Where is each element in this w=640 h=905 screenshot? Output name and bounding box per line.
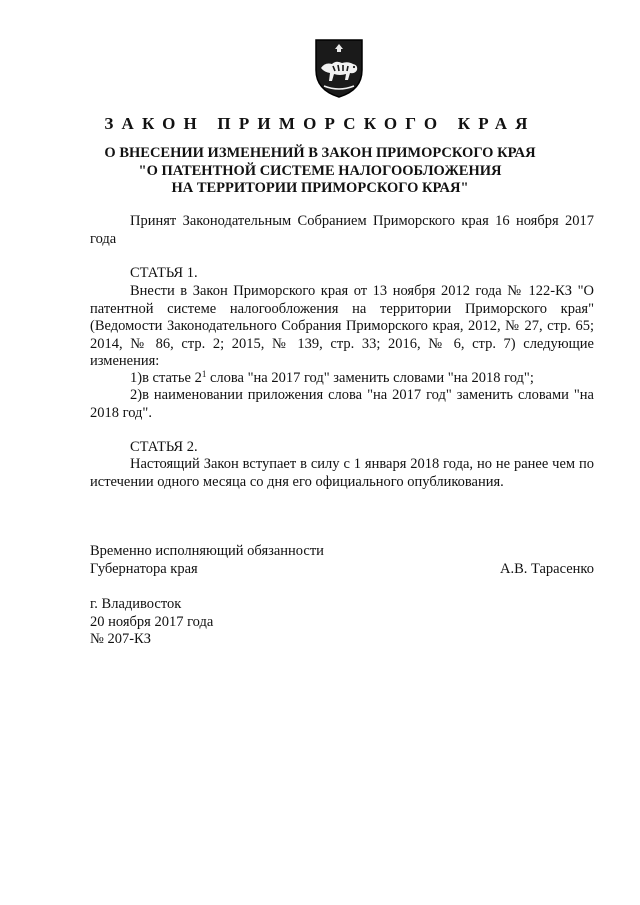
article-1-intro: Внести в Закон Приморского края от 13 ноября 2012 года № 122-КЗ "О патентной системе налогообложения на территории Приморского края" (Ведомости Законодательного Собрания Приморского края, 2012, № 27, стр. 65; 2014, № 86, стр. 2; 2015, № 139, стр. 33; 2016, № 6, стр. 7) следующие изменения: <box>90 283 594 369</box>
item-1-prefix: 1)в статье 2 <box>130 370 202 386</box>
law-title-line: НА ТЕРРИТОРИИ ПРИМОРСКОГО КРАЯ" <box>171 180 469 196</box>
adoption-statement: Принят Законодательным Собранием Приморского края 16 ноября 2017 года <box>90 213 594 247</box>
law-metadata <box>90 596 213 649</box>
law-number: № 207-КЗ <box>90 631 151 647</box>
item-1-suffix: слова "на 2017 год" заменить словами "на 2018 год"; <box>206 370 534 386</box>
primorsky-krai-coat-of-arms-icon <box>312 36 366 100</box>
article-2-label: СТАТЬЯ 2. <box>130 439 198 455</box>
signatory-position-line-2: Губернатора края <box>90 560 198 577</box>
signatory-name: А.В. Тарасенко <box>499 560 594 577</box>
law-title-line: О ВНЕСЕНИИ ИЗМЕНЕНИЙ В ЗАКОН ПРИМОРСКОГО КРАЯ <box>104 145 536 161</box>
article-1-label: СТАТЬЯ 1. <box>130 265 198 281</box>
item-1-superscript: 1 <box>201 369 207 379</box>
article-1-item-1 <box>90 370 594 388</box>
law-title-line: "О ПАТЕНТНОЙ СИСТЕМЕ НАЛОГООБЛОЖЕНИЯ <box>138 162 502 179</box>
law-title <box>0 145 640 198</box>
signature-block <box>90 543 594 578</box>
law-heading: ЗАКОН ПРИМОРСКОГО КРАЯ <box>104 114 536 133</box>
signing-city: г. Владивосток <box>90 596 182 612</box>
signing-date: 20 ноября 2017 года <box>90 613 214 630</box>
article-1-item-2: 2)в наименовании приложения слова "на 2017 год" заменить словами "на 2018 год". <box>90 387 594 421</box>
signatory-position-line-1: Временно исполняющий обязанности <box>90 543 324 559</box>
article-2-text: Настоящий Закон вступает в силу с 1 января 2018 года, но не ранее чем по истечении одного месяца со дня его официального опубликования. <box>90 456 594 490</box>
